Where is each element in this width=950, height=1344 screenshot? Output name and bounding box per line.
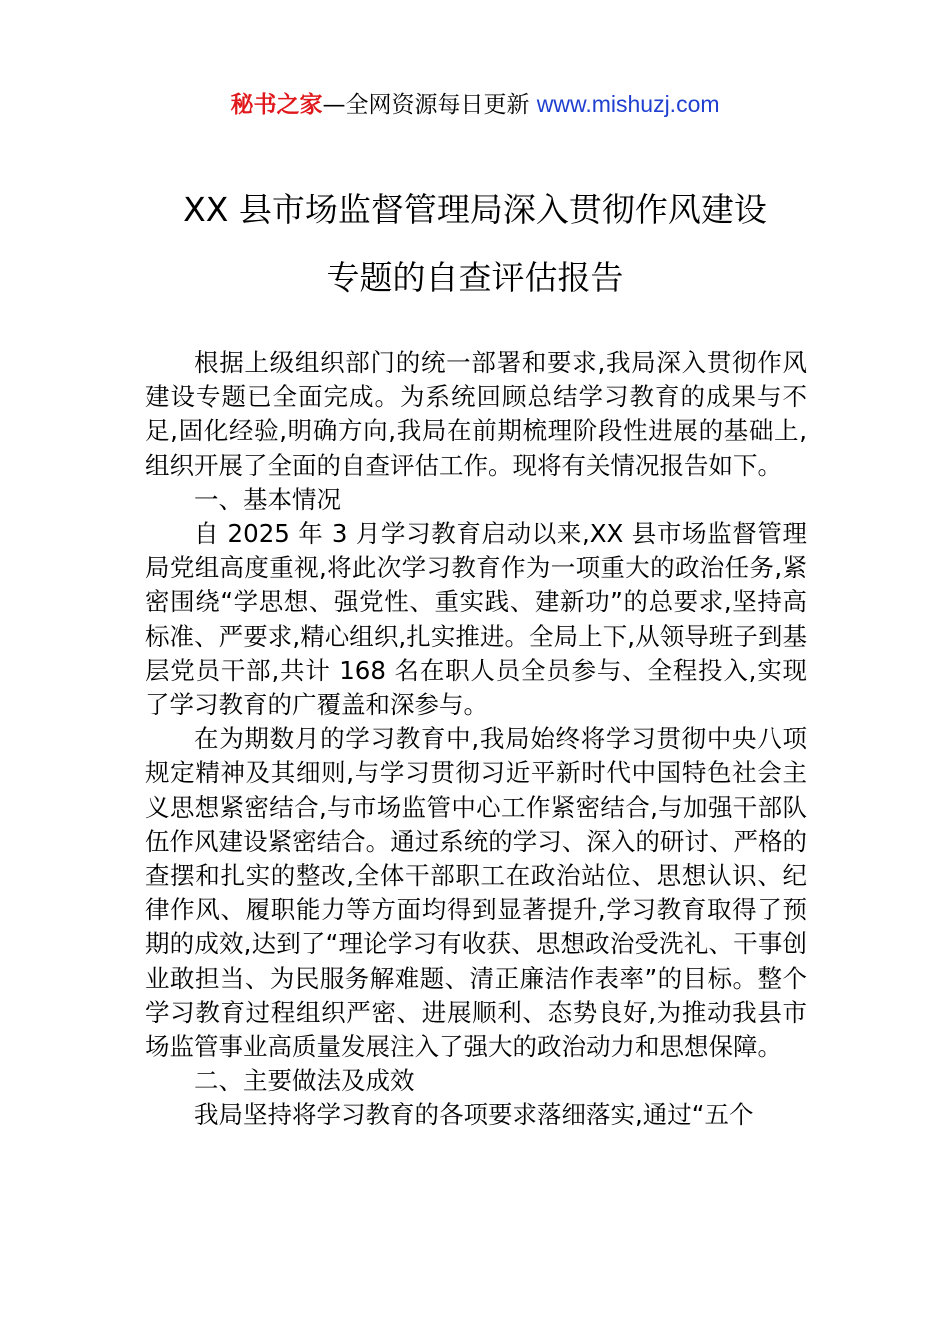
document-title-line-1: XX 县市场监督管理局深入贯彻作风建设	[183, 190, 767, 229]
body-paragraph: 在为期数月的学习教育中,我局始终将学习贯彻中央八项规定精神及其细则,与学习贯彻习近平新时代中国特色社会主义思想紧密结合,与市场监管中心工作紧密结合,与加强干部队伍作风建设紧密结合。通过系统的学习、深入的研讨、严格的查摆和扎实的整改,全体干部职工在政治站位、思想认识、纪律作风、履职能力等方面均得到显著提升,学习教育取得了预期的成效,达到了“理论学习有收获、思想政治受洗礼、干事创业敢担当、为民服务解难题、清正廉洁作表率”的目标。整个学习教育过程组织严密、进展顺利、态势良好,为推动我县市场监管事业高质量发展注入了强大的政治动力和思想保障。	[145, 724, 807, 1062]
intro-paragraph: 根据上级组织部门的统一部署和要求,我局深入贯彻作风建设专题已全面完成。为系统回顾总结学习教育的成果与不足,固化经验,明确方向,我局在前期梳理阶段性进展的基础上,组织开展了全面的自查评估工作。现将有关情况报告如下。	[145, 348, 807, 480]
brand-name: 秘书之家	[230, 92, 323, 118]
site-header	[0, 88, 950, 121]
document-body	[145, 346, 807, 1133]
header-tagline: —全网资源每日更新	[322, 92, 537, 118]
document-title-line-2: 专题的自查评估报告	[326, 258, 624, 297]
body-paragraph: 自 2025 年 3 月学习教育启动以来,XX 县市场监督管理局党组高度重视,将此次学习教育作为一项重大的政治任务,紧密围绕“学思想、强党性、重实践、建新功”的总要求,坚持高标准、严要求,精心组织,扎实推进。全局上下,从领导班子到基层党员干部,共计 168 名在职人员全员参与、全程投入,实现了学习教育的广覆盖和深参与。	[145, 519, 807, 720]
section-heading-main-practices: 二、主要做法及成效	[194, 1066, 415, 1096]
body-paragraph: 我局坚持将学习教育的各项要求落细落实,通过“五个	[194, 1100, 754, 1130]
site-url-link[interactable]: www.mishuzj.com	[536, 91, 720, 117]
section-heading-basic-situation: 一、基本情况	[194, 484, 341, 514]
